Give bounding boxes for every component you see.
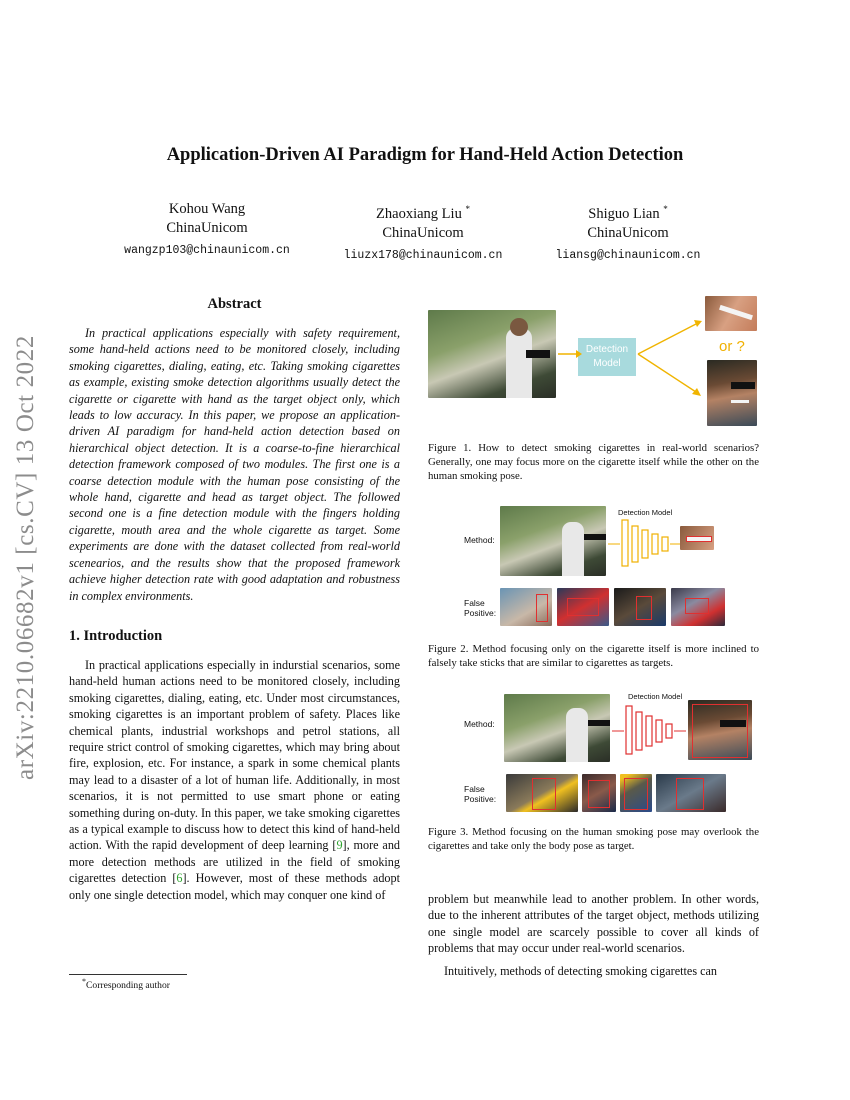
detection-label: Detection	[585, 344, 629, 355]
false-positive-label	[464, 784, 496, 804]
smoker-portrait-photo	[707, 360, 757, 426]
cigarette-output-photo	[680, 526, 714, 550]
detection-model-label: Detection Model	[628, 692, 683, 701]
detection-model-label: Detection Model	[618, 508, 673, 517]
network-diagram	[612, 702, 688, 760]
author-email[interactable]: liansg@chinaunicom.cn	[555, 248, 701, 262]
author-email[interactable]: liuzx178@chinaunicom.cn	[343, 248, 503, 262]
figure-2-caption-wrap	[428, 642, 759, 670]
network-diagram	[608, 516, 684, 572]
positive-text: Positive:	[464, 608, 497, 618]
author-affiliation: ChinaUnicom	[587, 224, 669, 241]
arxiv-stamp: arXiv:2210.06682v1 [cs.CV] 13 Oct 2022	[12, 335, 39, 780]
model-label: Model	[593, 358, 621, 369]
false-positive-photo-2	[582, 774, 616, 812]
method-label: Method:	[464, 535, 495, 545]
paper-title: Application-Driven AI Paradigm for Hand-Held Action Detection	[166, 145, 684, 165]
author-affiliation: ChinaUnicom	[166, 220, 248, 236]
false-text: False	[464, 598, 485, 608]
figure-1	[428, 296, 759, 431]
false-positive-photo-4	[656, 774, 726, 812]
author-name: Zhaoxiang Liu	[376, 205, 462, 222]
abstract-heading: Abstract	[207, 296, 262, 312]
figure-3-caption: Figure 3. Method focusing on the human smoking pose may overlook the cigarettes and take only the body pose as target.	[428, 826, 759, 852]
false-text: False	[464, 784, 485, 794]
or-question-label: or ?	[719, 338, 745, 355]
figure-2-caption: Figure 2. Method focusing only on the cigarette itself is more inclined to falsely take sticks that are similar to cigarettes as targets.	[428, 643, 759, 669]
author-name: Kohou Wang	[168, 201, 246, 217]
footnote-rule	[69, 974, 187, 975]
author-block-3	[518, 200, 738, 265]
false-positive-photo-3	[614, 588, 666, 626]
citation-link[interactable]: 6	[176, 871, 183, 886]
footnote	[82, 977, 170, 991]
left-column	[69, 296, 400, 903]
figure-2-scene-photo	[500, 506, 606, 576]
figure-1-caption-wrap	[428, 441, 759, 483]
intro-text-b: ], more and more detection methods are utilized in the field of smoking cigarettes detection [	[69, 838, 401, 886]
pose-output-photo	[688, 700, 752, 760]
author-mark: *	[663, 204, 668, 214]
abstract-text: In practical applications especially with safety requirement, some hand-held actions need to be monitored closely, including smoking cigarettes, dialing, eating, etc. Taking smoking cigarettes as example, existing smoke detection algorithms usually detect the cigarette or cigarette with hand as the target object only, which leads to low accuracy. In this paper, we propose an application-driven AI paradigm for hand-held action detection based on hierarchical object detection. It is a coarse-to-fine hierarchical detection framework composed of two modules. The first one is a coarse detection module with the human pose consisting of the whole hand, cigarette and head as target object. The followed second one is a fine detection module with the fingers holding cigarette, mouth area and the whole cigarette as target. Some experiments are done with the dataset collected from real-world scenearios, and the results show that the proposed framework achieve higher detection rate with good adaptation and robustness in complex environments.	[69, 326, 400, 603]
intro-text-c: ]. However, most of these methods adopt only one single detection model, which may conquer one kind of	[69, 871, 400, 902]
figure-2	[428, 506, 759, 628]
author-block-2	[313, 200, 533, 265]
author-email[interactable]: wangzp103@chinaunicom.cn	[124, 244, 290, 257]
right-column-text	[428, 891, 759, 979]
intro-paragraph	[69, 657, 400, 903]
false-positive-photo-3	[620, 774, 652, 812]
false-positive-photo-1	[506, 774, 578, 812]
cigarette-closeup-photo	[705, 296, 757, 331]
footnote-text: Corresponding author	[86, 980, 170, 992]
intro-continuation: problem but meanwhile lead to another problem. In other words, due to the inherent attributes of the target object, methods utilizing one single model are scarcely possible to cover all kinds of problems that may occur under real-world scenarios.	[428, 892, 759, 956]
false-positive-photo-2	[557, 588, 609, 626]
figure-1-caption: Figure 1. How to detect smoking cigarettes in real-world scenarios? Generally, one may focus more on the cigarette itself while the other on the human smoking pose.	[428, 442, 759, 482]
citation-link[interactable]: 9	[336, 838, 343, 853]
positive-text: Positive:	[464, 794, 497, 804]
figure-3	[428, 692, 759, 814]
author-affiliation: ChinaUnicom	[382, 224, 464, 241]
footnote-mark: *	[82, 977, 86, 986]
author-name: Shiguo Lian	[588, 205, 660, 222]
false-positive-photo-1	[500, 588, 552, 626]
figure-3-caption-wrap	[428, 825, 759, 853]
figure-1-arrows	[556, 296, 716, 431]
author-mark: *	[465, 204, 470, 214]
false-positive-label	[464, 598, 496, 618]
false-positive-photo-4	[671, 588, 725, 626]
intro-paragraph-2: Intuitively, methods of detecting smoking cigarettes can	[444, 963, 718, 978]
figure-1-scene-photo	[428, 310, 556, 398]
author-block-1	[97, 200, 317, 260]
intro-text-a: In practical applications especially in indurstial scenarios, some hand-held human actions need to be monitored closely, including smoking cigarettes, dialing, eating, etc. Under most circumstances, smoking cigarettes is an important problem of safety. Places like chemical plants, industrial workshops and petrol stations, all require strict control of smoking cigarettes, which may bring about fire, explosion, etc. For instance, a spark in some chemical plants may lead to a disaster of a lot of human life. Additionally, in most scenarios, it is not permitted to use smart phone or eating something during on-duty. In this paper, we take smoking cigarettes as a typical example to discuss how to detect this kind of hand-held action. With the rapid development of deep learning [	[69, 657, 400, 853]
method-label: Method:	[464, 719, 495, 729]
intro-heading: 1. Introduction	[69, 627, 163, 644]
figure-3-scene-photo	[504, 694, 610, 762]
